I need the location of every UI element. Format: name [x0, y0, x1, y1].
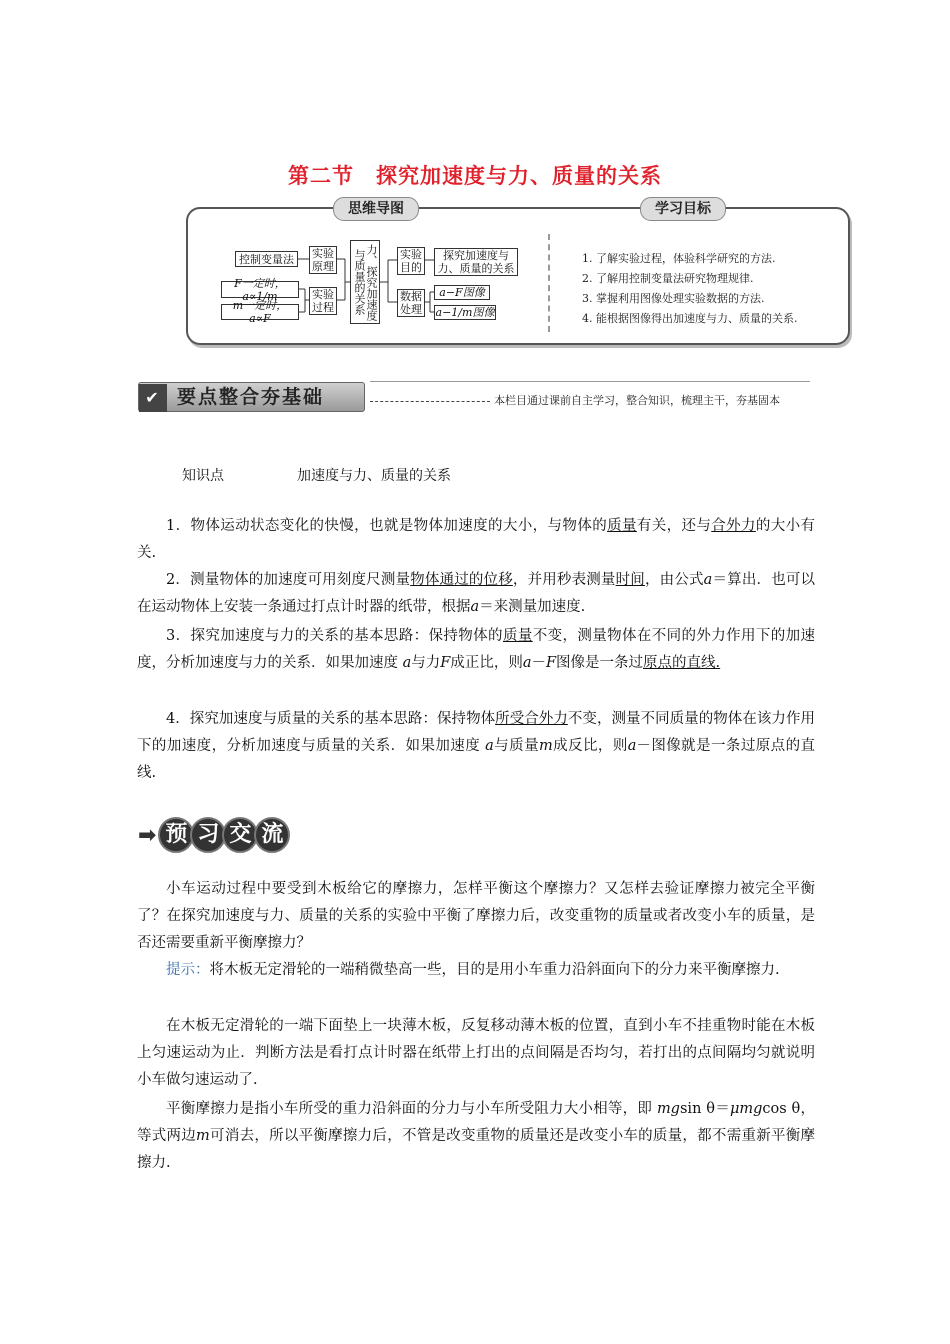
paragraph-4: 4．探究加速度与质量的关系的基本思路：保持物体所受合外力不变，测量不同质量的物体在该力作用下的加速度，分析加速度与质量的关系．如果加速度 a与质量m成反比，则a－图像就是一条过原点的直线.	[137, 711, 816, 781]
a-inverse-m-graph-box: a−1/m图像	[435, 306, 495, 319]
paragraph-3: 3．探究加速度与力的关系的基本思路：保持物体的质量不变，测量物体在不同的外力作用下的加速度，分析加速度与力的关系．如果加速度 a与力F成正比，则a－F图像是一条过原点的直线.	[137, 628, 816, 671]
question-paragraph: 小车运动过程中要受到木板给它的摩擦力，怎样平衡这个摩擦力？又怎样去验证摩擦力被完全平衡了？在探究加速度与力、质量的关系的实验中平衡了摩擦力后，改变重物的质量或者改变小车的质量，是否还需要重新平衡摩擦力？	[137, 881, 815, 951]
blank-answer: 合外力	[711, 518, 756, 534]
check-icon: ✔	[139, 384, 167, 412]
goal-item: 3. 掌握利用图像处理实验数据的方法.	[582, 292, 765, 305]
knowledge-label: 知识点	[182, 468, 224, 484]
learning-goals-list	[582, 249, 798, 329]
f-constant-box: F一定时，a∝1/m	[221, 281, 299, 298]
center-topic-box: 力、探究加速度与质量的关系	[350, 240, 380, 324]
answer-paragraph-2: 在木板无定滑轮的一端下面垫上一块薄木板，反复移动薄木板的位置，直到小车不挂重物时能在木板上匀速运动为止．判断方法是看打点计时器在纸带上打出的点间隔是否均匀，若打出的点间隔均匀就说明小车做匀速运动了.	[137, 1018, 815, 1088]
a-f-graph-box: a−F图像	[434, 285, 490, 300]
banner-dashes	[370, 401, 490, 402]
hint-paragraph: 提示：将木板无定滑轮的一端稍微垫高一些，目的是用小车重力沿斜面向下的分力来平衡摩擦力.	[166, 962, 780, 978]
blank-answer: 原点的直线.	[643, 655, 721, 671]
goal-item: 2. 了解用控制变量法研究物理规律.	[582, 272, 754, 285]
preview-char: 习	[190, 817, 226, 853]
blank-answer: 所受合外力	[495, 711, 568, 727]
blank-answer: 时间	[615, 572, 645, 588]
answer-paragraph-3: 平衡摩擦力是指小车所受的重力沿斜面的分力与小车所受阻力大小相等，即 mgsin θ＝μmgcos θ，等式两边m可消去，所以平衡摩擦力后，不管是改变重物的质量还是改变小车的质量，都不需重新平衡摩擦力.	[137, 1101, 815, 1171]
mind-map-header: 思维导图	[333, 197, 419, 221]
hint-label: 提示：	[166, 962, 210, 978]
preview-char: 预	[158, 817, 194, 853]
arrow-right-icon: ➡	[138, 822, 157, 848]
data-processing-box: 数据处理	[397, 289, 425, 317]
control-variable-box: 控制变量法	[235, 251, 298, 267]
purpose-box: 实验目的	[397, 247, 425, 275]
banner-top-line	[370, 381, 810, 382]
m-constant-box: m一定时，a∝F	[221, 304, 299, 320]
blank-answer: 质量	[607, 518, 637, 534]
process-box: 实验过程	[309, 287, 337, 315]
explore-relation-box: 探究加速度与力、质量的关系	[434, 248, 518, 276]
section-banner	[138, 382, 365, 412]
blank-answer: 质量	[502, 628, 533, 644]
goal-item: 4. 能根据图像得出加速度与力、质量的关系.	[582, 312, 798, 325]
goal-item: 1. 了解实验过程，体验科学研究的方法.	[582, 252, 776, 265]
banner-note: 本栏目通过课前自主学习，整合知识，梳理主干，夯基固本	[494, 394, 780, 407]
paragraph-1: 1．物体运动状态变化的快慢，也就是物体加速度的大小，与物体的质量有关，还与合外力的大小有关.	[137, 518, 816, 561]
learning-goals-header: 学习目标	[640, 197, 726, 221]
preview-char: 流	[254, 817, 290, 853]
preview-exchange-header	[138, 818, 286, 852]
principle-box: 实验原理	[309, 246, 337, 274]
paragraph-2: 2．测量物体的加速度可用刻度尺测量物体通过的位移，并用秒表测量时间，由公式a＝算出．也可以在运动物体上安装一条通过打点计时器的纸带，根据a＝来测量加速度.	[137, 572, 816, 615]
knowledge-topic: 加速度与力、质量的关系	[297, 468, 451, 484]
blank-answer: 物体通过的位移	[410, 572, 513, 588]
banner-label: 要点整合夯基础	[177, 386, 325, 408]
preview-char: 交	[222, 817, 258, 853]
page-title: 第二节 探究加速度与力、质量的关系	[288, 164, 662, 188]
